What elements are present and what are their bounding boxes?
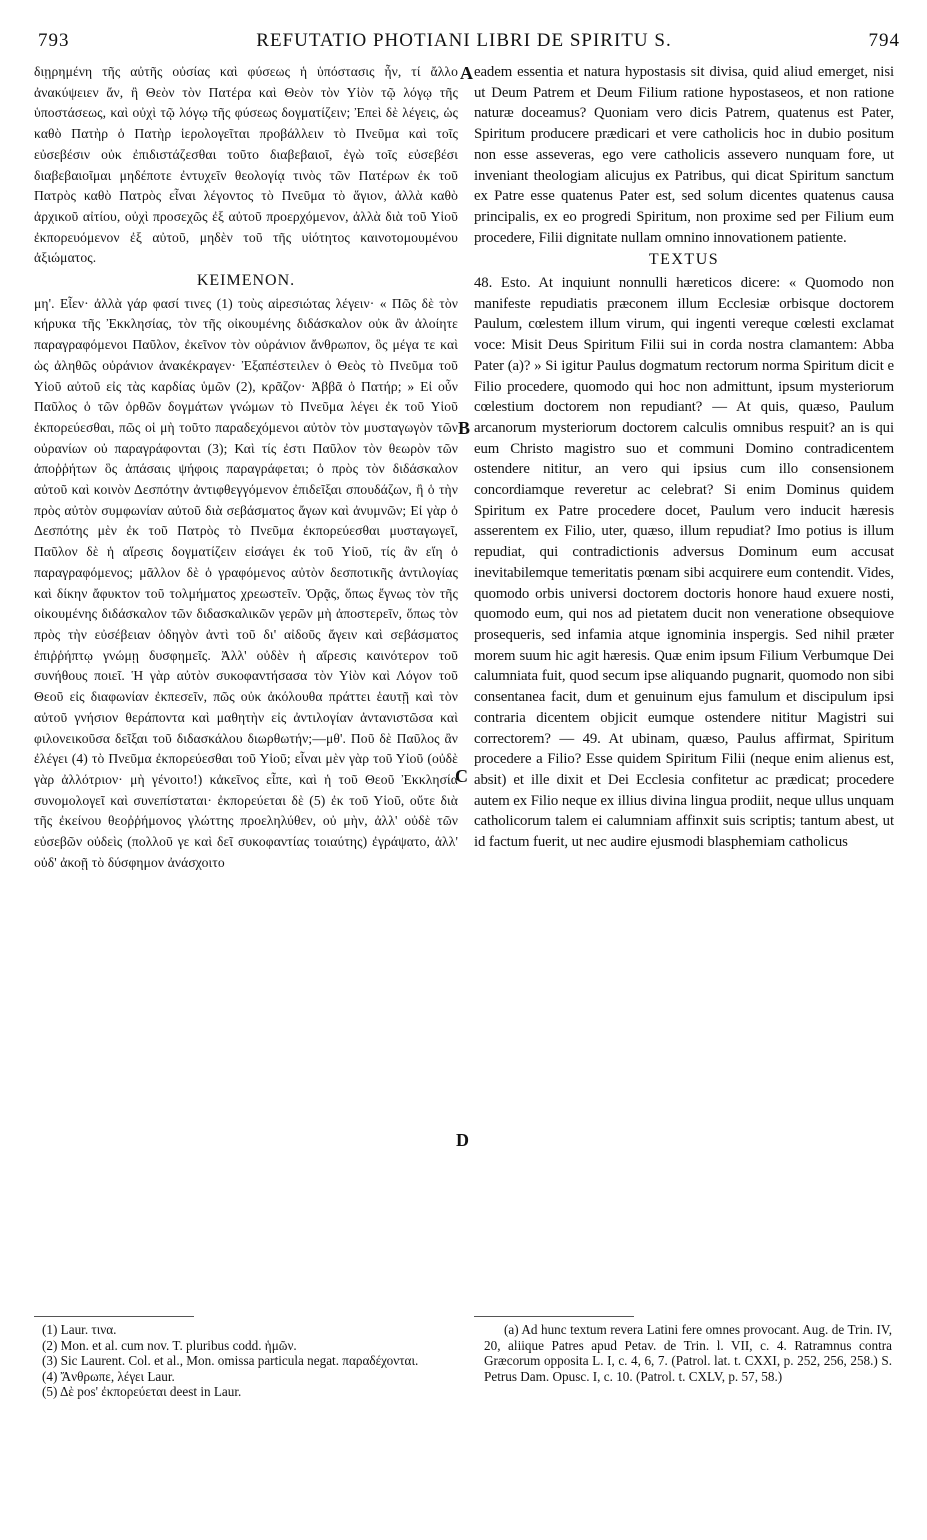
footnote: (3) Sic Laurent. Col. et al., Mon. omissa particula negat. παραδέχονται. bbox=[42, 1353, 419, 1368]
section-marker-b: B bbox=[458, 418, 471, 438]
page-number-left: 793 bbox=[38, 30, 70, 51]
footnote: (4) Ἄνθρωπε, λέγει Laur. bbox=[42, 1368, 175, 1384]
greek-column bbox=[34, 62, 458, 873]
greek-paragraph-text: μη'. Εἶεν· ἀλλὰ γάρ φασί τινες (1) τοὺς αἱρεσιώτας λέγειν· « Πῶς δὲ τὸν κήρυκα τῆς Ἐκκλησίας, τὸν τῆς οἰκουμένης διδάσκαλον οὐκ ἂν ἁλοίητε παραγραφόμενοι Παῦλον, ἐκεῖνον τὸν οὐράνιον ἄνθρωπον, ὃς μέγα τε καὶ ὡς ἀληθῶς οὐράνιον ἀνακέκραγεν· Ἐξαπέστειλεν ὁ Θεὸς τὸ Πνεῦμα τοῦ Υἱοῦ αὐτοῦ εἰς τὰς καρδίας ὑμῶν (2), κρᾶζον· Ἀββᾶ ὁ Πατήρ; » Εἰ οὖν Παῦλος ὁ τῶν ὀρθῶν δογμάτων γνώμων τὸ Πνεῦμα λέγει ἐκ τοῦ Υἱοῦ ἐκπορεύεσθαι, πῶς οἱ μὴ τοῦτο παραδεχόμενοι αὐτὸν τὸν μυσταγωγὸν τῶν οὐρανίων οὐ παραγράφονται (3); Καὶ τίς ἐστι Παῦλον τὸν θεωρὸν τῶν ἀποῤῥήτων ὃς ἁπάσαις ψήφοις παραγράφεται; ὁ πρὸς τὸν διδάσκαλον αὐτοῦ καὶ κοινὸν Δεσπότην ἀντιφθεγγόμενον ἐπιδεῖξαι σπουδάζων, ἢ ὁ τὴν πρὸς αὐτὸν συμφωνίαν αὐτοῦ διὰ σεβάσματος ἄγων καὶ ἀνυμνῶν; Εἰ γὰρ ὁ Δεσπότης μὲν ἐκ τοῦ Πατρὸς τὸ Πνεῦμα ἐκπορεύεσθαι μυσταγωγεῖ, Παῦλον δὲ ἡ αἵρεσις δογματίζειν εἰσάγει ἐκ τοῦ Υἱοῦ, τίς ἂν εἴη ὁ παραγραφόμενος; μᾶλλον δὲ ὁ γραφόμενος αὐτὸν δεσποτικῆς ἀντιλογίας καὶ δίκην ἄφυκτον τοῦ τολμήματος χρεωστεῖν. Ὁρᾷς, ὅπως ἔγνως τὸν τῆς οἰκουμένης διδάσκαλον τῶν διδασκαλικῶν γερῶν μὴ ἀποστερεῖν, ὅπως τὸν πρὸς τὴν εὐσέβειαν ὁδηγὸν ἀντὶ τοῦ δι' αἰδοῦς ἄγειν καὶ σεβάσματος ἐπιῤῥήπτῳ γνώμῃ δυσφημεῖς. Ἀλλ' οὐδὲν ἡ αἵρεσις καινότερον τοῦ συνήθους ποιεῖ. Ἡ γὰρ αὐτὸν συκοφαντήσασα τὸν Υἱὸν καὶ Λόγον τοῦ Θεοῦ εἰς διαφωνίαν ἐκπεσεῖν, πῶς οὐκ ἀκόλουθα πράττει ἑαυτῇ καὶ τὸν αὐτοῦ γνήσιον θεράποντα καὶ μαθητὴν εἰς ἀντιλογίαν ἀντανιστῶσα καὶ φιλονεικοῦσα δεῖξαι τοῦ διδασκάλου διωρθωτήν;—μθ'. Ποῦ δὲ Παῦλος ἂν ἐλέγει (4) τὸ Πνεῦμα ἐκπορεύεσθαι τοῦ Υἱοῦ; εἶναι μὲν γὰρ τοῦ Υἱοῦ (οὐδὲ γὰρ ἀλλότριον· μὴ γένοιτο!) κἀκεῖνος εἶπε, καὶ ἡ τοῦ Θεοῦ Ἐκκλησία συνομολογεῖ καὶ συνεπίσταται· ἐκπορεύεται δὲ (5) ἐκ τοῦ Υἱοῦ, οὔτε διὰ τῆς ἐκείνου θεοῤῥήμονος γλώττης προεληλύθεν, οὐ μὴν, ἀλλ' οὐδὲ τῶν εὐσεβῶν οὐδεὶς (πολλοῦ γε καὶ δεῖ συκοφαντίας τοιαύτης) ἐγράψατο, ἀλλ' οὐδ' ἀκοῇ τὸ δύσφημον ἀνάσχοιτο bbox=[34, 295, 458, 870]
greek-paragraph-intro: διῃρημένη τῆς αὐτῆς οὐσίας καὶ φύσεως ἡ ὑπόστασις ἦν, τί ἄλλο ἀνακύψειεν ἄν, ἢ Θεὸν τὸν Πατέρα καὶ Θεὸν τὸν Υἱὸν τῷ λόγῳ τῆς ὑποστάσεως, καὶ οὐχὶ τῷ λόγῳ τῆς φύσεως δογματίζειν; Ἐπεὶ δὲ λέγεις, ὡς καθὸ Πατὴρ ὁ Πατὴρ ἱερολογεῖται προβάλλειν τὸ Πνεῦμα καὶ τοῖς εὐσεβέσιν οὐκ ἐπιδιστάζεσθαι τοῦτο διαβεβαιοῖ, ἐγὼ τοῖς εὐσεβέσι διαβεβαιοῖμαι μηδέποτε ἐντυχεῖν θεολογίᾳ τινὸς τῶν Πατέρων ἐκ τοῦ Πατρὸς καθὸ Πατρὸς εἶναι λέγοντος τὸ Πνεῦμα τὸ ἅγιον, ἀλλὰ καθὸ ἀρχικοῦ αἰτίου, οὐχὶ προσεχῶς ἐξ αὐτοῦ προερχόμενον, ἀλλὰ διὰ τοῦ Υἱοῦ ἐκπορευόμενον ἐξ αὐτοῦ, μηδὲν τοῦ τῆς υἱότητος καινοτομουμένου ἀξιώματος. bbox=[34, 64, 458, 266]
section-marker-a: A bbox=[460, 63, 473, 83]
page-number-right: 794 bbox=[868, 30, 900, 51]
running-title: REFUTATIO PHOTIANI LIBRI DE SPIRITU S. bbox=[256, 30, 672, 51]
footnotes-greek bbox=[42, 1322, 452, 1400]
footnote: (1) Laur. τινα. bbox=[42, 1322, 117, 1337]
latin-paragraph-text: 48. Esto. At inquiunt nonnulli hæreticos dicere: « Quomodo non manifeste repudiatis præconem illum Ecclesiæ orbisque doctorem Paulum, cœlestem illum virum, qui ingenti vereque cœlesti exclamat voce: Misit Deus Spiritum Filii sui in corda nostra clamantem: Abba Pater (a)? » Si igitur Paulus dogmatum rectorum norma Spiritum dicit e Filio procedere, quomodo qui hoc non admittunt, ipsum mysteriorum cœlestium doctorem non repudiant? — At quis, quæso, Paulum arcanorum mysteriorum doctorem calculis omnibus respuit? an is qui eum Christo magistro suo et communi Domino contradicentem ostendere nititur, an vero qui ipsius cum illo consensionem concordiamque reveretur ac celebrat? Si enim Dominus quidem Spiritum ex Patre procedere docet, Paulum vero inducit hæresis asserentem ex Filio, uter, quæso, illum repudiat? Imo potius is illum repudiat, qui contradictionis adversus Dominum eum accusat inevitabilemque temeritatis pœnam sibi acquirere eum contendit. Vides, quomodo orbis universi doctorem doctoris honore haud exuere nosti, quomodo eum, qui nos ad pietatem ducit non veneratione obsequiove prosequeris, sed infamia atque ignominia inspergis. Sed nihil præter morem suum hic agit hæresis. Quæ enim ipsum Filium Verbumque Dei calumniata fuit, quod secum ipse aliquando pugnarit, quomodo non sibi consentanea facit, dum et genuinum ejus famulum et discipulum ipsi contraria dicentem objicit eumque ostendere nititur Magistri sui correctorem? — 49. At ubinam, quæso, Paulus affirmat, Spiritum procedere a Filio? Esse quidem Spiritum Filii (neque enim alienus est, absit) et ille dixit et Dei Ecclesia confitetur ac prædicat; procedere autem ex Filio neque ex illius divina lingua prodiit, neque ullus unquam catholicorum talem ei calumniam affinxit suis scriptis; tantum abest, ut id factum fuerit, ut nec audire ejusmodi blasphemiam catholicus bbox=[474, 275, 894, 851]
section-marker-c: C bbox=[455, 766, 468, 786]
footnote-rule-left bbox=[34, 1316, 194, 1317]
footnotes-latin bbox=[484, 1322, 892, 1384]
latin-paragraph-intro: eadem essentia et natura hypostasis sit divisa, quid aliud emerget, nisi ut Deum Patrem et Deum Filium ratione hypostaseos, et non ratione naturæ doceamus? Quoniam vero dicis Patrem, quatenus est Pater, Spiritum producere prædicari et vere catholicis hoc in dubio positum non esse asseveras, ego vere catholicis assevero nunquam fore, ut inveniant theologiam alicujus ex Patribus, qui dicat Spiritum sanctum ex Patre esse quatenus Pater est, sed solum dicentes quatenus causa principalis, ex eo progredi Spiritum, non proxime sed per Filium eum procedere, Filii dignitate nullam omnino innovationem patiente. bbox=[474, 64, 894, 246]
footnote: (5) Δὲ pos' ἐκπορεύεται deest in Laur. bbox=[42, 1384, 242, 1399]
footnote: (2) Mon. et al. cum nov. T. pluribus codd. ἡμῶν. bbox=[42, 1337, 297, 1353]
latin-column bbox=[474, 62, 894, 853]
page-header bbox=[28, 30, 900, 60]
footnote-rule-right bbox=[474, 1316, 634, 1317]
greek-heading: ΚΕΙΜΕΝΟΝ. bbox=[196, 272, 296, 290]
section-marker-d: D bbox=[456, 1130, 469, 1150]
footnote: (a) Ad hunc textum revera Latini fere omnes provocant. Aug. de Trin. IV, 20, aliique Patres apud Petav. de Trin. l. VII, c. 4. Ratramnus contra Græcorum opposita L. I, c. 4, 6, 7. (Patrol. lat. t. CXXI, p. 252, 256, 258.) S. Petrus Dam. Opusc. I, c. 10. (Patrol. t. CXLV, p. 57, 58.) bbox=[484, 1322, 892, 1384]
latin-heading: TEXTUS bbox=[648, 251, 720, 269]
